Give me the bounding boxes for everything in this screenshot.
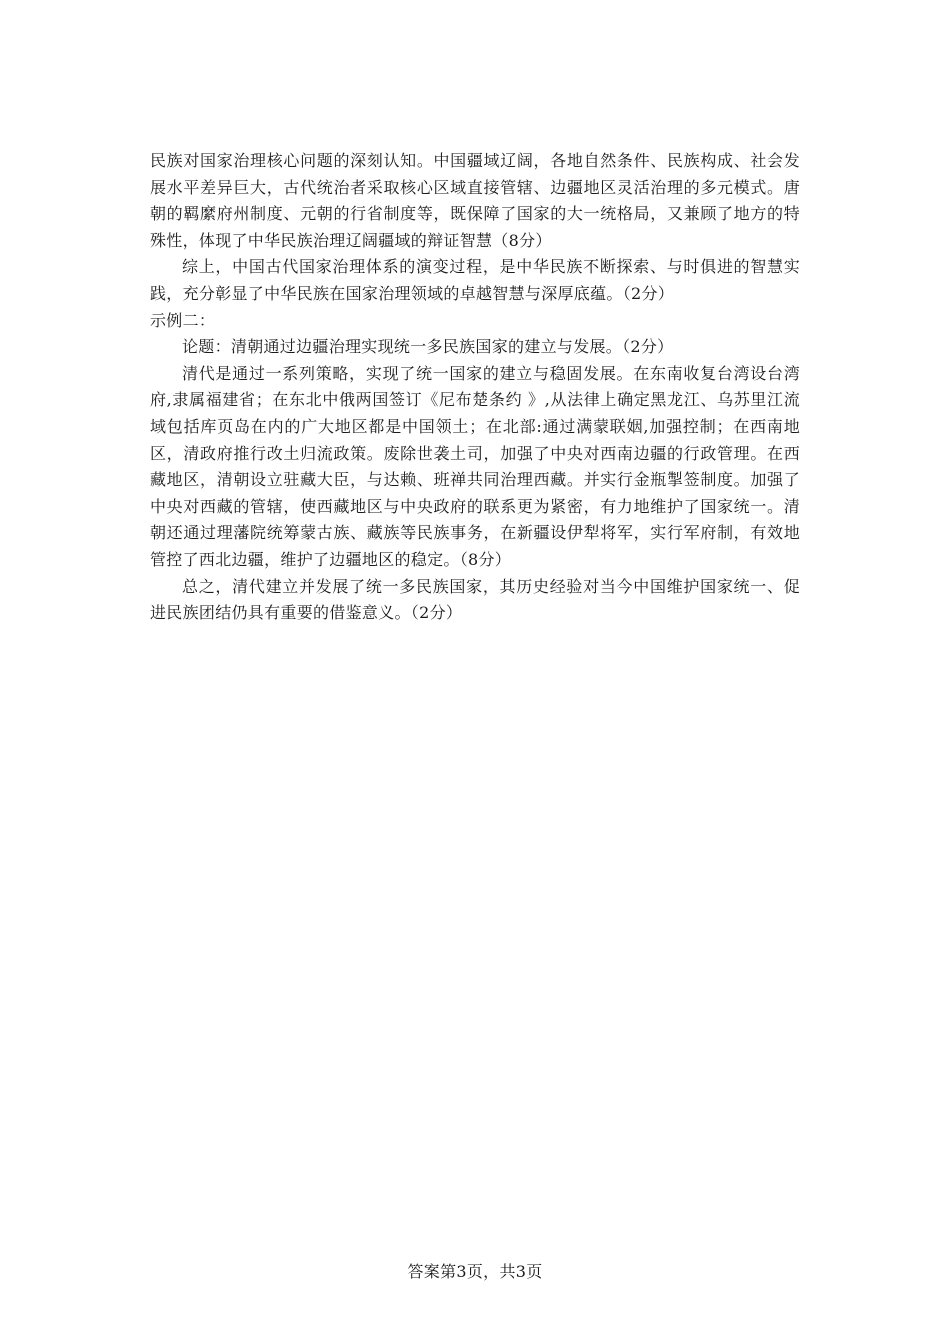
- example-two-heading: 示例二：: [150, 310, 216, 330]
- page-footer: 答案第3页，共3页: [407, 1262, 543, 1281]
- paragraph-summary-1: 综上，中国古代国家治理体系的演变过程，是中华民族不断探索、与时俱进的智慧实践，充分彰显了中华民族在国家治理领域的卓越智慧与深厚底蕴。（2分）: [150, 257, 800, 303]
- paragraph-thesis: 论题：清朝通过边疆治理实现统一多民族国家的建立与发展。（2分）: [182, 337, 674, 357]
- paragraph-argument: 清代是通过一系列策略，实现了统一国家的建立与稳固发展。在东南收复台湾设台湾府,隶属福建省；在东北中俄两国签订《尼布楚条约 》,从法律上确定黑龙江、乌苏里江流域包括库页岛在内的广大地区都是中国领土；在北部:通过满蒙联姻,加强控制；在西南地区，清政府推行改土归流政策。废除世袭土司，加强了中央对西南边疆的行政管理。在西藏地区，清朝设立驻藏大臣，与达赖、班禅共同治理西藏。并实行金瓶掣签制度。加强了中央对西藏的管辖，使西藏地区与中央政府的联系更为紧密，有力地维护了国家统一。清朝还通过理藩院统筹蒙古族、藏族等民族事务，在新疆设伊犁将军，实行军府制，有效地管控了西北边疆，维护了边疆地区的稳定。（8分）: [150, 363, 800, 569]
- paragraph-conclusion: 总之，清代建立并发展了统一多民族国家，其历史经验对当今中国维护国家统一、促进民族团结仍具有重要的借鉴意义。（2分）: [150, 576, 800, 623]
- paragraph-continuation: 民族对国家治理核心问题的深刻认知。中国疆域辽阔，各地自然条件、民族构成、社会发展水平差异巨大，古代统治者采取核心区域直接管辖、边疆地区灵活治理的多元模式。唐朝的羁縻府州制度、元朝的行省制度等，既保障了国家的大一统格局，又兼顾了地方的特殊性，体现了中华民族治理辽阔疆域的辩证智慧（8分）: [150, 151, 800, 250]
- answer-content: [150, 148, 800, 627]
